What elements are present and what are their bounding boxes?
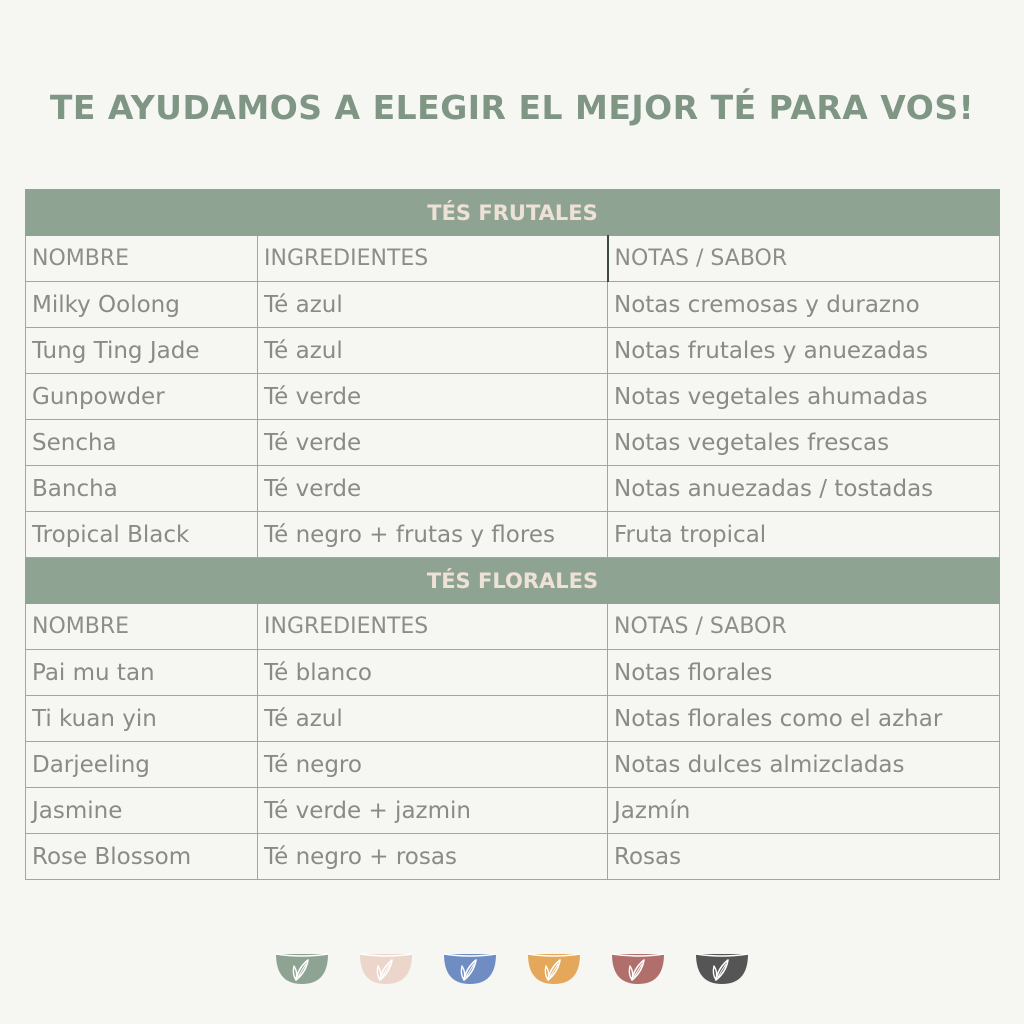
tea-ingredients: Té negro + rosas: [258, 834, 608, 880]
leaf-bowl-icon: [274, 950, 330, 986]
page-title: TE AYUDAMOS A ELEGIR EL MEJOR TÉ PARA VOS!: [49, 88, 975, 127]
section-title: TÉS FLORALES: [26, 558, 1000, 604]
tea-ingredients: Té negro: [258, 742, 608, 788]
table-row: [26, 466, 1000, 512]
tea-ingredients: Té verde + jazmin: [258, 788, 608, 834]
tea-ingredients: Té verde: [258, 374, 608, 420]
tea-notes: Notas florales: [608, 650, 1000, 696]
tea-name: Bancha: [26, 466, 258, 512]
table-row: [26, 788, 1000, 834]
table-row: [26, 696, 1000, 742]
table-row: [26, 650, 1000, 696]
tea-notes: Notas florales como el azhar: [608, 696, 1000, 742]
column-header-notas: NOTAS / SABOR: [608, 236, 1000, 282]
column-header-notas: NOTAS / SABOR: [608, 604, 1000, 650]
tea-notes: Notas vegetales frescas: [608, 420, 1000, 466]
tea-name: Milky Oolong: [26, 282, 258, 328]
column-header-row: [26, 604, 1000, 650]
leaf-bowl-icon: [610, 950, 666, 986]
tea-notes: Fruta tropical: [608, 512, 1000, 558]
tea-notes: Notas frutales y anuezadas: [608, 328, 1000, 374]
section-header-frutales: [26, 190, 1000, 236]
footer-bowl-icons: [0, 950, 1024, 990]
tea-notes: Notas vegetales ahumadas: [608, 374, 1000, 420]
tea-name: Tung Ting Jade: [26, 328, 258, 374]
section-header-florales: [26, 558, 1000, 604]
column-header-row: [26, 236, 1000, 282]
table-row: [26, 328, 1000, 374]
tea-notes: Notas dulces almizcladas: [608, 742, 1000, 788]
tea-guide-table: [25, 189, 1000, 880]
tea-name: Darjeeling: [26, 742, 258, 788]
leaf-bowl-icon: [358, 950, 414, 986]
tea-ingredients: Té verde: [258, 466, 608, 512]
table-row: [26, 834, 1000, 880]
leaf-bowl-icon: [694, 950, 750, 986]
tea-ingredients: Té azul: [258, 328, 608, 374]
table-row: [26, 420, 1000, 466]
tea-name: Pai mu tan: [26, 650, 258, 696]
table-row: [26, 282, 1000, 328]
column-header-ingredientes: INGREDIENTES: [258, 236, 608, 282]
leaf-bowl-icon: [442, 950, 498, 986]
table-row: [26, 742, 1000, 788]
tea-ingredients: Té blanco: [258, 650, 608, 696]
tea-name: Sencha: [26, 420, 258, 466]
column-header-nombre: NOMBRE: [26, 236, 258, 282]
column-header-ingredientes: INGREDIENTES: [258, 604, 608, 650]
tea-ingredients: Té azul: [258, 282, 608, 328]
tea-notes: Notas cremosas y durazno: [608, 282, 1000, 328]
tea-name: Gunpowder: [26, 374, 258, 420]
column-header-nombre: NOMBRE: [26, 604, 258, 650]
tea-notes: Rosas: [608, 834, 1000, 880]
tea-ingredients: Té verde: [258, 420, 608, 466]
tea-name: Ti kuan yin: [26, 696, 258, 742]
tea-name: Jasmine: [26, 788, 258, 834]
tea-notes: Jazmín: [608, 788, 1000, 834]
tea-ingredients: Té azul: [258, 696, 608, 742]
leaf-bowl-icon: [526, 950, 582, 986]
table-row: [26, 374, 1000, 420]
tea-ingredients: Té negro + frutas y flores: [258, 512, 608, 558]
tea-notes: Notas anuezadas / tostadas: [608, 466, 1000, 512]
tea-name: Tropical Black: [26, 512, 258, 558]
table-row: [26, 512, 1000, 558]
section-title: TÉS FRUTALES: [26, 190, 1000, 236]
tea-name: Rose Blossom: [26, 834, 258, 880]
